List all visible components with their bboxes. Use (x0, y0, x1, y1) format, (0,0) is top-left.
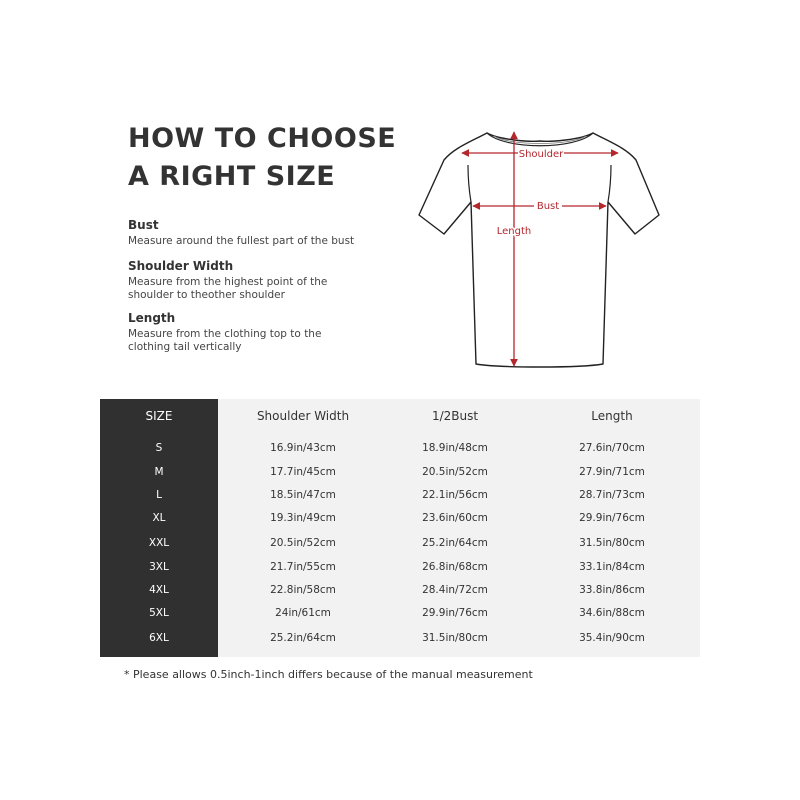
shoulder-label: Shoulder (518, 149, 564, 160)
size-label-cell: XXL (148, 537, 170, 549)
table-cell: 33.1in/84cm (579, 561, 645, 573)
size-label-cell: L (156, 489, 162, 501)
table-cell: 29.9in/76cm (579, 512, 645, 524)
table-header-cell: Length (591, 409, 633, 423)
size-label-cell: 4XL (149, 584, 169, 596)
title-line-1: HOW TO CHOOSE (128, 123, 397, 154)
size-label-cell: 6XL (149, 632, 169, 644)
size-column (100, 399, 218, 657)
table-cell: 28.4in/72cm (422, 584, 488, 596)
table-cell: 25.2in/64cm (422, 537, 488, 549)
table-cell: 20.5in/52cm (422, 466, 488, 478)
table-cell: 24in/61cm (275, 607, 331, 619)
tshirt-outline (419, 133, 659, 367)
definition-desc: clothing tail vertically (128, 341, 242, 353)
size-label-cell: XL (152, 512, 166, 524)
table-cell: 31.5in/80cm (579, 537, 645, 549)
table-cell: 19.3in/49cm (270, 512, 336, 524)
table-cell: 21.7in/55cm (270, 561, 336, 573)
table-cell: 33.8in/86cm (579, 584, 645, 596)
table-cell: 25.2in/64cm (270, 632, 336, 644)
table-header-cell: Shoulder Width (256, 409, 350, 423)
size-label-cell: 3XL (149, 561, 169, 573)
table-cell: 22.8in/58cm (270, 584, 336, 596)
size-label-cell: M (154, 466, 164, 478)
table-cell: 31.5in/80cm (422, 632, 488, 644)
table-cell: 18.5in/47cm (270, 489, 336, 501)
definition-shoulder-width (128, 259, 388, 302)
length-label: Length (496, 226, 532, 237)
page-title (128, 120, 428, 196)
definition-desc: Measure from the highest point of the (128, 276, 328, 288)
table-cell: 34.6in/88cm (579, 607, 645, 619)
table-cell: 27.9in/71cm (579, 466, 645, 478)
definition-length (128, 311, 388, 354)
table-cell: 16.9in/43cm (270, 442, 336, 454)
definition-desc: Measure around the fullest part of the bust (128, 235, 355, 247)
definition-bust (128, 218, 388, 248)
table-header-cell: SIZE (145, 409, 173, 423)
table-cell: 35.4in/90cm (579, 632, 645, 644)
definition-title: Bust (128, 218, 159, 232)
measurement-note: * Please allows 0.5inch-1inch differs because of the manual measurement (124, 668, 533, 681)
bust-label: Bust (536, 201, 560, 212)
table-cell: 28.7in/73cm (579, 489, 645, 501)
size-label-cell: 5XL (149, 607, 169, 619)
definition-desc: Measure from the clothing top to the (128, 328, 322, 340)
table-cell: 26.8in/68cm (422, 561, 488, 573)
table-cell: 27.6in/70cm (579, 442, 645, 454)
definition-desc: shoulder to theother shoulder (128, 289, 285, 301)
table-header-cell: 1/2Bust (431, 409, 479, 423)
definition-title: Length (128, 311, 176, 325)
table-cell: 17.7in/45cm (270, 466, 336, 478)
definition-title: Shoulder Width (128, 259, 234, 273)
table-cell: 20.5in/52cm (270, 537, 336, 549)
tshirt-diagram (410, 120, 670, 380)
size-table (100, 399, 700, 657)
table-cell: 22.1in/56cm (422, 489, 488, 501)
title-line-2: A RIGHT SIZE (128, 161, 336, 192)
table-cell: 18.9in/48cm (422, 442, 488, 454)
size-label-cell: S (155, 442, 163, 454)
table-cell: 23.6in/60cm (422, 512, 488, 524)
table-cell: 29.9in/76cm (422, 607, 488, 619)
